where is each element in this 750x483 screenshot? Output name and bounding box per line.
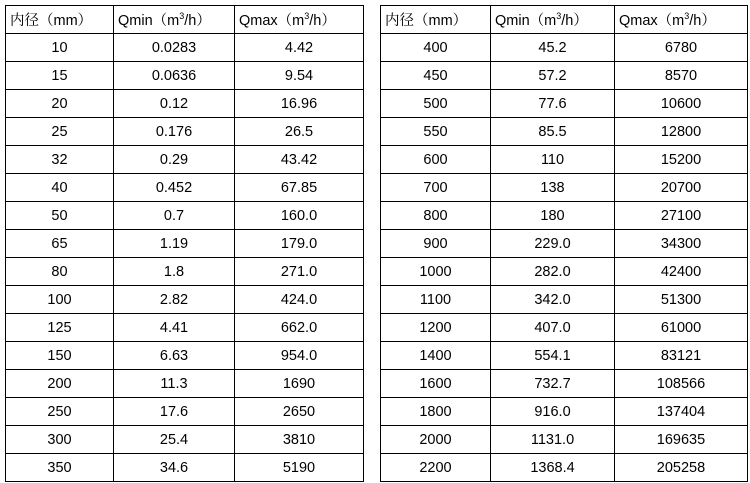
table-row [381, 34, 748, 62]
table-row [6, 258, 364, 286]
cell-qmin: 34.6 [114, 454, 235, 482]
cell-qmax: 6780 [615, 34, 748, 62]
cell-qmax: 16.96 [235, 90, 364, 118]
cell-qmin: 1.19 [114, 230, 235, 258]
table-row [381, 62, 748, 90]
cell-qmin: 0.29 [114, 146, 235, 174]
cell-inner-diameter: 250 [6, 398, 114, 426]
cell-inner-diameter: 20 [6, 90, 114, 118]
cell-qmin: 0.176 [114, 118, 235, 146]
table-row [6, 342, 364, 370]
cell-inner-diameter: 25 [6, 118, 114, 146]
cell-qmax: 5190 [235, 454, 364, 482]
cell-qmin: 1368.4 [491, 454, 615, 482]
table-row [6, 202, 364, 230]
table-row [6, 286, 364, 314]
table-row [6, 230, 364, 258]
cell-qmax: 1690 [235, 370, 364, 398]
cell-qmin: 4.41 [114, 314, 235, 342]
table-header-row [381, 6, 748, 34]
cell-inner-diameter: 40 [6, 174, 114, 202]
cell-inner-diameter: 80 [6, 258, 114, 286]
cell-qmin: 0.12 [114, 90, 235, 118]
cell-inner-diameter: 500 [381, 90, 491, 118]
cell-inner-diameter: 1800 [381, 398, 491, 426]
cell-inner-diameter: 450 [381, 62, 491, 90]
cell-qmax: 2650 [235, 398, 364, 426]
cell-qmax: 42400 [615, 258, 748, 286]
cell-qmin: 25.4 [114, 426, 235, 454]
cell-qmin: 77.6 [491, 90, 615, 118]
table-row [381, 146, 748, 174]
cell-qmax: 3810 [235, 426, 364, 454]
cell-qmin: 1131.0 [491, 426, 615, 454]
cell-qmin: 916.0 [491, 398, 615, 426]
table-row [381, 90, 748, 118]
cell-qmax: 137404 [615, 398, 748, 426]
table-row [6, 370, 364, 398]
cell-inner-diameter: 1400 [381, 342, 491, 370]
table-row [6, 90, 364, 118]
cell-qmin: 180 [491, 202, 615, 230]
cell-inner-diameter: 1600 [381, 370, 491, 398]
table-row [381, 230, 748, 258]
table-row [6, 34, 364, 62]
table-row [6, 62, 364, 90]
table-row [381, 454, 748, 482]
cell-qmax: 51300 [615, 286, 748, 314]
cell-qmin: 110 [491, 146, 615, 174]
table-row [381, 286, 748, 314]
table-row [6, 118, 364, 146]
cell-qmax: 83121 [615, 342, 748, 370]
cell-qmin: 554.1 [491, 342, 615, 370]
table-row [381, 174, 748, 202]
cell-inner-diameter: 600 [381, 146, 491, 174]
cell-qmax: 169635 [615, 426, 748, 454]
column-header-qmax: $Qmax(m^3/h)$ [615, 6, 748, 34]
table-row [381, 370, 748, 398]
cell-inner-diameter: 15 [6, 62, 114, 90]
cell-inner-diameter: 1000 [381, 258, 491, 286]
cell-qmax: 15200 [615, 146, 748, 174]
cell-qmax: 43.42 [235, 146, 364, 174]
cell-inner-diameter: 200 [6, 370, 114, 398]
column-header-inner-diameter: 内径（mm） [6, 6, 114, 34]
cell-inner-diameter: 125 [6, 314, 114, 342]
cell-inner-diameter: 550 [381, 118, 491, 146]
cell-inner-diameter: 65 [6, 230, 114, 258]
cell-inner-diameter: 100 [6, 286, 114, 314]
cell-qmin: 57.2 [491, 62, 615, 90]
cell-inner-diameter: 400 [381, 34, 491, 62]
cell-qmin: 0.0283 [114, 34, 235, 62]
cell-qmax: 271.0 [235, 258, 364, 286]
flow-range-table-large-diameters [380, 5, 748, 482]
table-row [381, 426, 748, 454]
table-row [6, 454, 364, 482]
cell-qmin: 6.63 [114, 342, 235, 370]
cell-qmax: 26.5 [235, 118, 364, 146]
table-row [6, 174, 364, 202]
table-row [381, 342, 748, 370]
cell-qmax: 179.0 [235, 230, 364, 258]
cell-qmin: 732.7 [491, 370, 615, 398]
table-header-row [6, 6, 364, 34]
column-header-qmin: $Qmin(m^3/h)$ [491, 6, 615, 34]
table-row [381, 118, 748, 146]
cell-qmin: 0.0636 [114, 62, 235, 90]
cell-qmax: 61000 [615, 314, 748, 342]
cell-qmin: 45.2 [491, 34, 615, 62]
cell-qmax: 27100 [615, 202, 748, 230]
table-row [381, 398, 748, 426]
cell-qmin: 11.3 [114, 370, 235, 398]
table-row [6, 426, 364, 454]
flow-range-table-small-diameters [5, 5, 364, 482]
cell-qmax: 34300 [615, 230, 748, 258]
cell-inner-diameter: 1200 [381, 314, 491, 342]
table-row [381, 314, 748, 342]
table-row [6, 398, 364, 426]
cell-qmin: 17.6 [114, 398, 235, 426]
cell-qmax: 20700 [615, 174, 748, 202]
cell-qmin: 85.5 [491, 118, 615, 146]
cell-qmax: 4.42 [235, 34, 364, 62]
column-header-qmin: $Qmin(m^3/h)$ [114, 6, 235, 34]
cell-qmin: 1.8 [114, 258, 235, 286]
cell-qmin: 229.0 [491, 230, 615, 258]
cell-qmin: 342.0 [491, 286, 615, 314]
cell-inner-diameter: 150 [6, 342, 114, 370]
cell-inner-diameter: 700 [381, 174, 491, 202]
cell-qmin: 2.82 [114, 286, 235, 314]
cell-qmax: 954.0 [235, 342, 364, 370]
cell-inner-diameter: 350 [6, 454, 114, 482]
cell-qmax: 8570 [615, 62, 748, 90]
cell-qmax: 9.54 [235, 62, 364, 90]
cell-qmax: 67.85 [235, 174, 364, 202]
table-row [381, 258, 748, 286]
cell-inner-diameter: 10 [6, 34, 114, 62]
cell-qmax: 205258 [615, 454, 748, 482]
cell-inner-diameter: 2200 [381, 454, 491, 482]
table-row [6, 146, 364, 174]
cell-qmin: 0.452 [114, 174, 235, 202]
cell-inner-diameter: 32 [6, 146, 114, 174]
column-header-inner-diameter: 内径（mm） [381, 6, 491, 34]
cell-qmax: 10600 [615, 90, 748, 118]
cell-qmax: 160.0 [235, 202, 364, 230]
cell-qmin: 138 [491, 174, 615, 202]
cell-qmin: 0.7 [114, 202, 235, 230]
cell-inner-diameter: 50 [6, 202, 114, 230]
cell-inner-diameter: 1100 [381, 286, 491, 314]
cell-inner-diameter: 800 [381, 202, 491, 230]
cell-qmin: 407.0 [491, 314, 615, 342]
table-row [381, 202, 748, 230]
cell-inner-diameter: 300 [6, 426, 114, 454]
cell-qmax: 108566 [615, 370, 748, 398]
cell-inner-diameter: 2000 [381, 426, 491, 454]
table-row [6, 314, 364, 342]
cell-qmax: 662.0 [235, 314, 364, 342]
cell-qmax: 424.0 [235, 286, 364, 314]
column-header-qmax: $Qmax(m^3/h)$ [235, 6, 364, 34]
cell-qmin: 282.0 [491, 258, 615, 286]
cell-inner-diameter: 900 [381, 230, 491, 258]
cell-qmax: 12800 [615, 118, 748, 146]
